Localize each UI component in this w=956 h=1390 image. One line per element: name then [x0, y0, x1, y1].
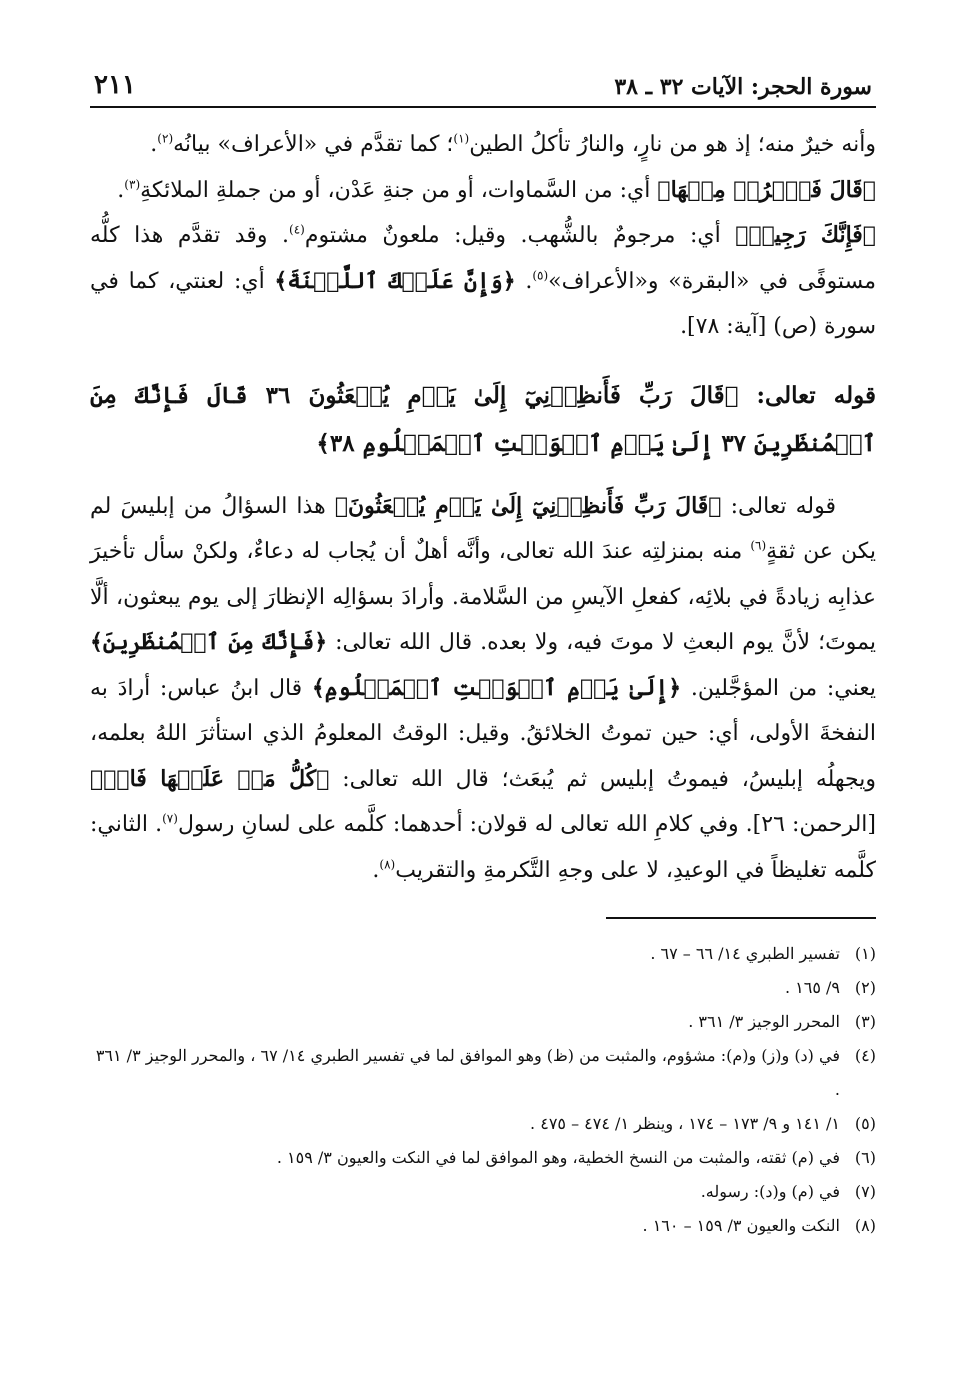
- footnote-number: (٦): [854, 1148, 876, 1167]
- text-run: قال ابنُ عباس: أرادَ به النفخةَ الأولى، أي: حين تموتُ الخلائقُ. وقيل: الوقتُ المعلومُ الذي استأثرَ اللهُ بعلمه، ويجهلُه إبليسُ، فيموتُ إبليس ثم يُبعَث؛ قال الله تعالى:: [90, 675, 876, 792]
- intro-text: [90, 122, 876, 350]
- quran-verse: ﴿قَالَ رَبِّ فَأَنظِرۡنِيٓ إِلَىٰ يَوۡمِ يُبۡعَثُونَ﴾: [334, 492, 722, 519]
- footnote-ref[interactable]: (٥): [532, 268, 549, 283]
- footnote-ref[interactable]: (٨): [379, 857, 396, 872]
- footnote-text: تفسير الطبري ١٤/ ٦٦ – ٦٧ .: [650, 944, 840, 963]
- footnote-number: (٣): [854, 1012, 876, 1031]
- text-run: [الرحمن: ٢٦]. وفي كلامِ الله تعالى له قولان: أحدهما: كلَّمه على لسانِ رسول: [177, 812, 876, 837]
- quran-verse: ﴿قَالَ فَٱخۡرُجۡ مِنۡهَا﴾: [657, 176, 876, 203]
- footnote-ref[interactable]: (٧): [162, 811, 178, 826]
- page-number: ٢١١: [94, 70, 136, 100]
- book-page: [90, 58, 876, 1358]
- footnote-item: [90, 937, 876, 971]
- footnote-item: [90, 1005, 876, 1039]
- text-run: قوله تعالى:: [721, 493, 836, 519]
- text-run: أي: لعنتي، كما في سورة (ص) [آية: ٧٨].: [90, 268, 876, 339]
- verse-heading-label: قوله تعالى:: [738, 381, 877, 409]
- quran-verse: ﴿قَالَ رَبِّ فَأَنظِرۡنِيٓ إِلَىٰ يَوۡمِ يُبۡعَثُونَ ٣٦ قَالَ فَإِنَّكَ مِنَ ٱلۡمُنظَرِينَ ٣٧ إِلَىٰ يَوۡمِ ٱلۡوَقۡتِ ٱلۡمَعۡلُومِ ٣٨﴾: [90, 381, 876, 457]
- text-run: . الثاني: كلَّمه تغليظاً في الوعيدِ، لا على وجهِ التَّكرمةِ والتقريب: [90, 812, 876, 883]
- paragraph: [90, 168, 876, 214]
- footnote-divider: [606, 917, 876, 919]
- text-run: . وقد تقدَّم هذا كلُّه مستوفًى في «البقرة» و«الأعراف»: [90, 223, 876, 294]
- footnote-text: في (م) و(د): رسوله.: [700, 1182, 840, 1201]
- paragraph: [90, 484, 876, 894]
- text-run: أي: من السَّماوات، أو من جنةِ عَدْن، أو من جملةِ الملائكةِ: [140, 177, 658, 203]
- footnote-text: ١/ ١٤١ و ٩/ ١٧٣ – ١٧٤ ، وينظر ١/ ٤٧٤ – ٤٧٥ .: [530, 1114, 840, 1133]
- text-run: هذا السؤالُ من إبليسَ لم يكن عن ثقةٍ: [90, 493, 876, 564]
- paragraph: [90, 213, 876, 350]
- footnote-number: (٥): [854, 1114, 876, 1133]
- footnote-ref[interactable]: (٦): [750, 538, 767, 553]
- text-run: .: [117, 177, 125, 203]
- text-run: .: [150, 132, 158, 157]
- quran-verse: ﴿إِلَىٰ يَوۡمِ ٱلۡوَقۡتِ ٱلۡمَعۡلُومِ﴾: [311, 674, 682, 701]
- footnote-number: (٢): [854, 978, 876, 997]
- footnote-ref[interactable]: (١): [453, 131, 470, 146]
- footnote-number: (٨): [854, 1216, 876, 1235]
- footnote-item: [90, 1107, 876, 1141]
- footnote-text: النكت والعيون ٣/ ١٥٩ – ١٦٠ .: [642, 1216, 840, 1235]
- footnote-text: المحرر الوجيز ٣/ ٣٦١ .: [688, 1012, 840, 1031]
- footnote-text: ٩/ ١٦٥ .: [784, 978, 840, 997]
- text-run: .: [515, 268, 533, 294]
- footnote-item: [90, 1039, 876, 1107]
- footnote-ref[interactable]: (٤): [289, 222, 305, 237]
- commentary-text: [90, 484, 876, 894]
- text-run: وأنه خيرٌ منه؛ إذ هو من نارٍ، والنارُ تأكلُ الطين: [469, 132, 876, 157]
- chapter-title: سورة الحجر: الآيات ٣٢ ـ ٣٨: [614, 74, 872, 100]
- text-run: يعني: من المؤجَّلين.: [681, 675, 877, 701]
- footnote-number: (١): [854, 944, 876, 963]
- verse-heading: [90, 372, 876, 468]
- text-run: .: [372, 857, 380, 883]
- quran-verse: ﴿فَإِنَّكَ رَجِيمٞ﴾: [735, 222, 876, 248]
- quran-verse: ﴿وَإِنَّ عَلَيۡكَ ٱللَّعۡنَةَ﴾: [274, 267, 516, 294]
- footnote-number: (٧): [854, 1182, 876, 1201]
- paragraph: [90, 122, 876, 168]
- text-run: ؛ كما تقدَّم في «الأعراف» بيانُه: [173, 132, 454, 157]
- running-header: [90, 58, 876, 108]
- footnote-ref[interactable]: (٢): [157, 131, 174, 146]
- footnotes: [90, 937, 876, 1243]
- footnote-item: [90, 1209, 876, 1243]
- footnote-item: [90, 971, 876, 1005]
- footnote-number: (٤): [854, 1046, 876, 1065]
- quran-verse: ﴿فَإِنَّكَ مِنَ ٱلۡمُنظَرِينَ﴾: [90, 629, 328, 655]
- footnote-item: [90, 1175, 876, 1209]
- text-run: منه بمنزلتِه عندَ الله تعالى، وأنَّه أهلٌ أن يُجاب له دعاءٌ، ولكنْ سأل تأخيرَ عذابِه زيادةً في بلائِه، كفعلِ الآيسِ من السَّلامة. وأرادَ بسؤالِه الإنظارَ إلى يوم يبعثون، ألَّا يموتَ؛ لأنَّ يوم البعثِ لا موتَ فيه، ولا بعده. قال الله تعالى:: [90, 539, 876, 655]
- quran-verse: ﴿كُلُّ مَنۡ عَلَيۡهَا فَانٖ﴾: [90, 765, 330, 792]
- footnote-item: [90, 1141, 876, 1175]
- footnote-text: في (د) و(ز) و(م): مشؤوم، والمثبت من (ظ) وهو الموافق لما في تفسير الطبري ١٤/ ٦٧ ، والمحرر الوجيز ٣/ ٣٦١ .: [95, 1046, 840, 1099]
- text-run: أي: مرجومٌ بالشُّهب. وقيل: ملعونٌ مشتوم: [304, 223, 736, 248]
- footnote-text: في (م) ثقته، والمثبت من النسخ الخطية، وهو الموافق لما في النكت والعيون ٣/ ١٥٩ .: [276, 1148, 840, 1167]
- footnote-ref[interactable]: (٣): [124, 177, 141, 192]
